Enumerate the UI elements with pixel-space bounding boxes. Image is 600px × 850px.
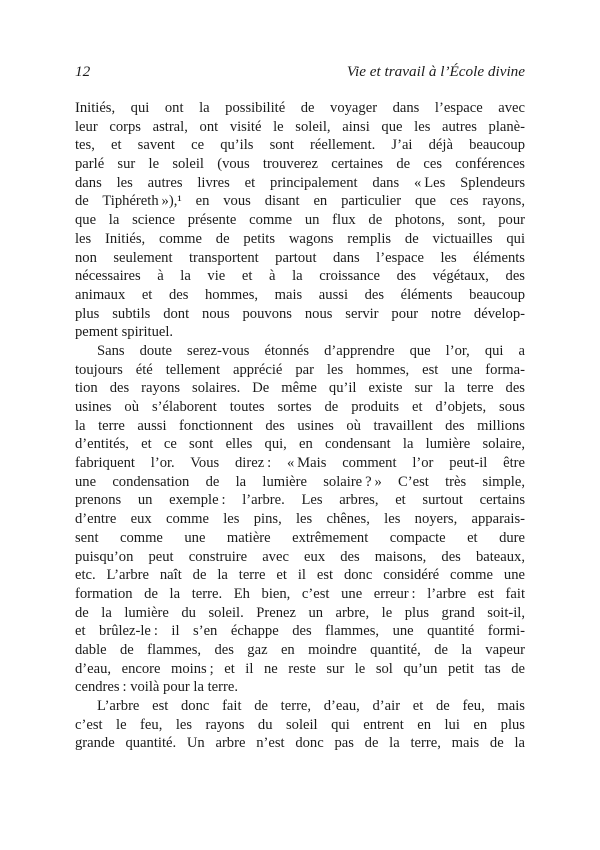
text-line: tes, et savent ce qu’ils sont réellement. J’ai déjà beaucoup <box>75 137 525 154</box>
text-line: la terre aussi fonctionnent des usines où travaillent des millions <box>75 417 525 434</box>
text-line: Initiés, qui ont la possibilité de voyager dans l’espace avec <box>75 100 525 116</box>
text-line: fabriquent l’or. Vous direz : « Mais comment l’or peut-il être <box>75 455 525 472</box>
text-line: nécessaires à la vie et à la croissance des végétaux, des <box>75 268 525 285</box>
text-line: de Tiphéreth »),¹ en vous disant en particulier que ces rayons, <box>75 193 525 210</box>
running-title: Vie et travail à l’École divine <box>346 63 525 80</box>
text-line: sent comme une matière extrêmement compacte et dure <box>75 529 525 546</box>
text-line: prenons un exemple : l’arbre. Les arbres, et surtout certains <box>75 492 525 509</box>
page-number: 12 <box>75 63 91 80</box>
text-line: cendres : voilà pour la terre. <box>75 679 238 696</box>
page-header <box>75 63 525 80</box>
text-line: L’arbre est donc fait de terre, d’eau, d’air et de feu, mais <box>97 698 525 714</box>
text-line: animaux et des hommes, mais aussi des éléments beaucoup <box>75 286 525 303</box>
text-line: plus subtils dont nous pouvons nous servir pour notre dévelop- <box>75 305 525 322</box>
text-line: toujours été tellement apprécié par les hommes, est une forma- <box>75 361 525 378</box>
text-line: une condensation de la lumière solaire ? » C’est très simple, <box>75 473 525 490</box>
body-text <box>75 99 525 753</box>
text-line: leur corps astral, ont visité le soleil, ainsi que les autres planè- <box>75 118 525 135</box>
text-line: tion des rayons solaires. De même qu’il existe sur la terre des <box>75 380 525 397</box>
text-line: d’entre eux comme les pins, les chênes, les noyers, apparais- <box>75 511 525 528</box>
text-line: puisqu’on peut construire avec eux des maisons, des bateaux, <box>75 548 525 565</box>
text-line: formation de la terre. Eh bien, c’est une erreur : l’arbre est fait <box>75 585 525 602</box>
text-line: grande quantité. Un arbre n’est donc pas de la terre, mais de la <box>75 735 525 752</box>
text-line: d’entités, et ce sont elles qui, en condensant la lumière solaire, <box>75 436 525 453</box>
text-line: dans les autres livres et principalement dans « Les Splendeurs <box>75 174 525 191</box>
text-line: dable de flammes, des gaz en moindre quantité, de la vapeur <box>75 641 525 658</box>
text-line: parlé sur le soleil (vous trouverez certaines de ces conférences <box>75 156 525 173</box>
text-line: c’est le feu, les rayons du soleil qui entrent en lui en plus <box>75 716 525 733</box>
text-line: les Initiés, comme de petits wagons remplis de victuailles qui <box>75 230 525 247</box>
text-line: Sans doute serez-vous étonnés d’apprendre que l’or, qui a <box>97 342 525 359</box>
text-line: etc. L’arbre naît de la terre et il est donc considéré comme une <box>75 567 525 584</box>
text-line: pement spirituel. <box>75 324 174 341</box>
text-line: que la science présente comme un flux de photons, sont, pour <box>75 212 525 229</box>
text-line: et brûlez-le : il s’en échappe des flammes, une quantité formi- <box>75 623 525 640</box>
text-line: non seulement transportent partout dans l’espace les éléments <box>75 249 525 266</box>
text-line: d’eau, encore moins ; et il ne reste sur le sol qu’un petit tas de <box>75 660 525 677</box>
text-line: de la lumière du soleil. Prenez un arbre, le plus grand soit-il, <box>75 604 525 621</box>
text-line: usines où s’élaborent toutes sortes de produits et d’objets, sous <box>75 399 525 415</box>
